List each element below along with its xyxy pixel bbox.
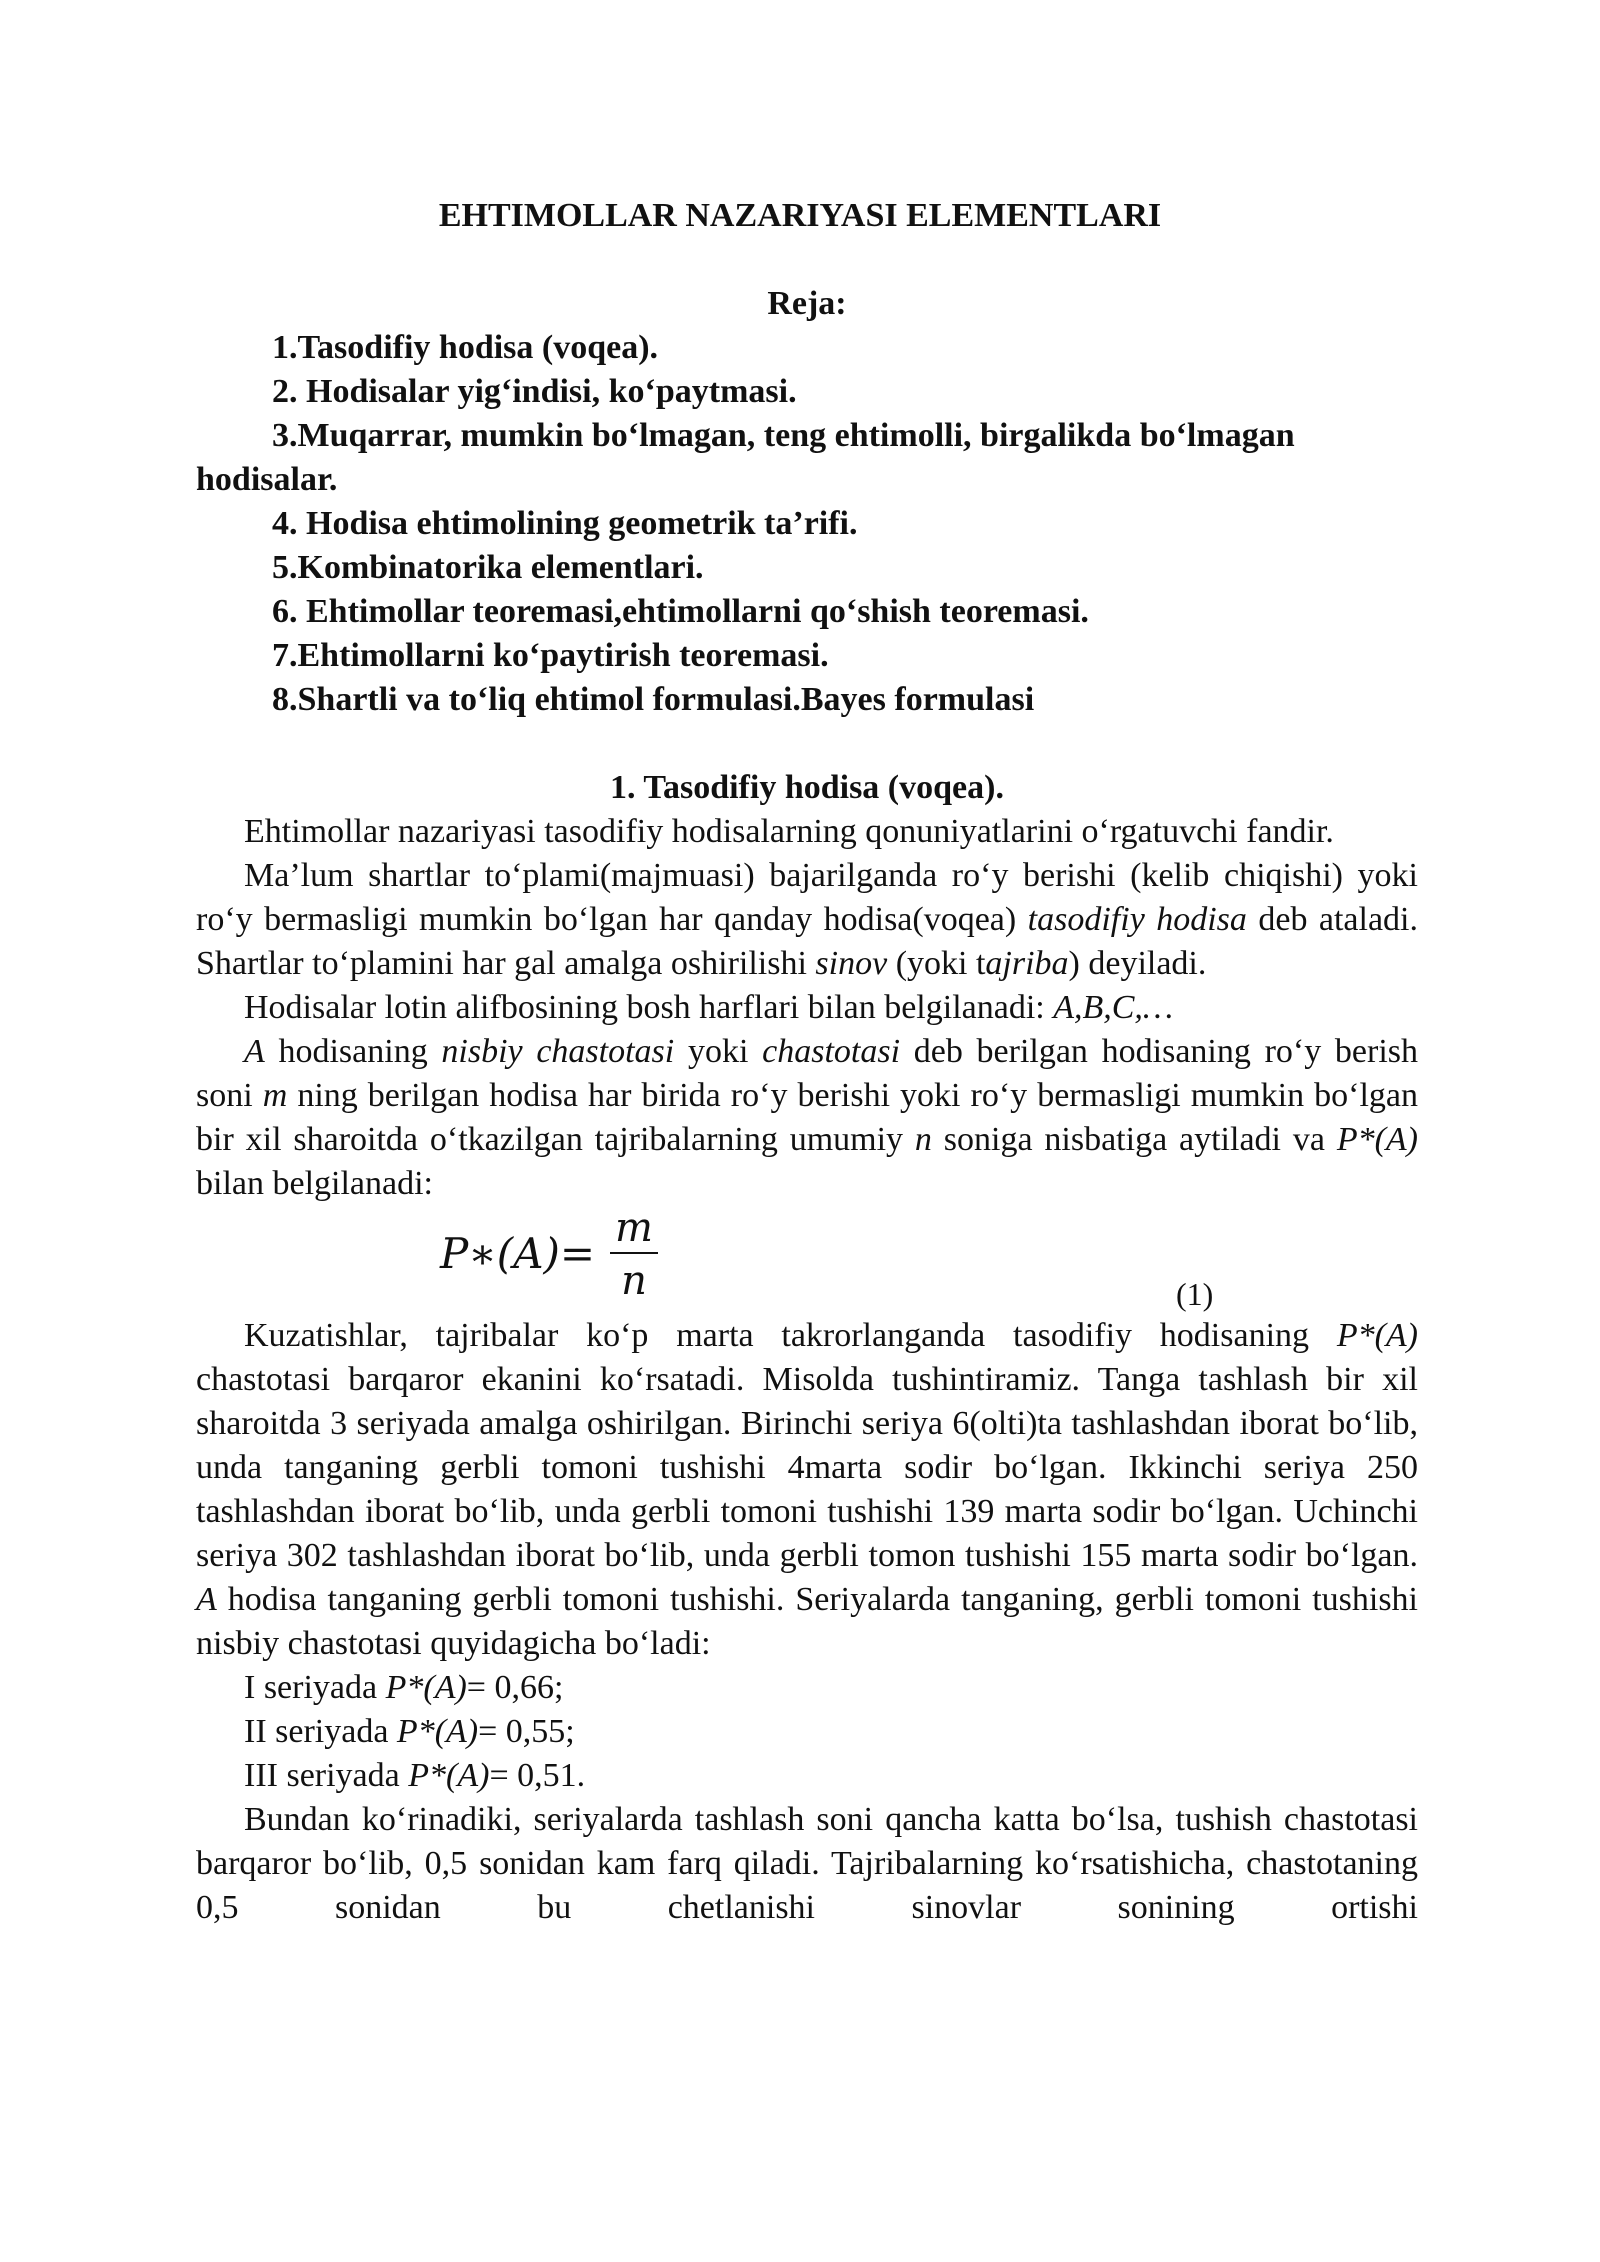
- term: nisbiy chastotasi: [441, 1033, 675, 1070]
- notation: P*(A): [1336, 1121, 1418, 1158]
- paragraph: Ma’lum shartlar to‘plami(majmuasi) bajarilganda ro‘y berishi (kelib chiqishi) yoki ro‘y bermasligi mumkin bo‘lgan har qanday hodisa(voqea) tasodifiy hodisa deb ataladi. Shartlar to‘plamini har gal amalga oshirilishi sinov (yoki tajriba) deyiladi.: [196, 857, 1418, 982]
- term: sinov: [815, 945, 888, 982]
- fraction: [610, 1206, 658, 1302]
- plan-item: 8.Shartli va to‘liq ehtimol formulasi.Bayes formulasi: [272, 681, 1035, 718]
- section-heading: 1. Tasodifiy hodisa (voqea).: [610, 769, 1004, 806]
- plan-list: [196, 326, 1418, 722]
- term: ajriba: [985, 945, 1069, 982]
- paragraph: Hodisalar lotin alifbosining bosh harflari bilan belgilanadi: A,B,C,…: [244, 989, 1174, 1026]
- fraction-bar: [610, 1252, 658, 1254]
- term: tasodifiy hodisa: [1027, 901, 1247, 938]
- paragraph: Bundan ko‘rinadiki, seriyalarda tashlash soni qancha katta bo‘lsa, tushish chastotasi barqaror bo‘lib, 0,5 sonidan kam farq qiladi. Tajribalarning ko‘rsatishicha, chastotaning 0,5 sonidan bu chetlanishi sinovlar sonining ortishi: [196, 1801, 1418, 1926]
- paragraph: A hodisaning nisbiy chastotasi yoki chastotasi deb berilgan hodisaning ro‘y berish soni m ning berilgan hodisa har birida ro‘y berishi yoki ro‘y bermasligi mumkin bo‘lgan bir xil sharoitda o‘tkazilgan tajribalarning umumiy n soniga nisbatiga aytiladi va P*(A) bilan belgilanadi:: [196, 1033, 1419, 1202]
- notation: P*(A): [1336, 1317, 1418, 1354]
- plan-item: 1.Tasodifiy hodisa (voqea).: [272, 329, 659, 366]
- equation-number: (1): [1176, 1276, 1214, 1312]
- plan-item: 6. Ehtimollar teoremasi,ehtimollarni qo‘shish teoremasi.: [272, 593, 1089, 630]
- numerator: m: [615, 1205, 653, 1251]
- content-column: [196, 282, 1418, 1930]
- plan-item: 7.Ehtimollarni ko‘paytirish teoremasi.: [272, 637, 829, 674]
- plan-item: 3.Muqarrar, mumkin bo‘lmagan, teng ehtimolli, birgalikda bo‘lmagan hodisalar.: [196, 417, 1295, 498]
- paragraph: Kuzatishlar, tajribalar ko‘p marta takrorlanganda tasodifiy hodisaning P*(A) chastotasi barqaror ekanini ko‘rsatadi. Misolda tushintiramiz. Tanga tashlash bir xil sharoitda 3 seriyada amalga oshirilgan. Birinchi seriya 6(olti)ta tashlashdan iborat bo‘lib, unda tanganing gerbli tomoni tushishi 4marta sodir bo‘lgan. Ikkinchi seriya 250 tashlashdan iborat bo‘lib, unda gerbli tomoni tushishi 139 marta sodir bo‘lgan. Uchinchi seriya 302 tashlashdan iborat bo‘lib, unda gerbli tomon tushishi 155 marta sodir bo‘lgan. A hodisa tanganing gerbli tomoni tushishi. Seriyalarda tanganing, gerbli tomoni tushishi nisbiy chastotasi quyidagicha bo‘ladi:: [196, 1317, 1418, 1662]
- plan-item: 4. Hodisa ehtimolining geometrik ta’rifi.: [272, 505, 858, 542]
- formula-lhs: P∗(A)=: [440, 1229, 596, 1278]
- series-result: III seriyada P*(A)= 0,51.: [244, 1757, 586, 1794]
- page-title: EHTIMOLLAR NAZARIYASI ELEMENTLARI: [438, 197, 1162, 234]
- series-result: II seriyada P*(A)= 0,55;: [244, 1713, 575, 1750]
- notation: A,B,C,…: [1053, 989, 1174, 1026]
- denominator: n: [621, 1258, 647, 1304]
- plan-item: 5.Kombinatorika elementlari.: [272, 549, 704, 586]
- term: chastotasi: [762, 1033, 901, 1070]
- formula: [196, 1206, 1418, 1314]
- plan-item: 2. Hodisalar yig‘indisi, ko‘paytmasi.: [272, 373, 797, 410]
- series-result: I seriyada P*(A)= 0,66;: [244, 1669, 564, 1706]
- plan-heading: Reja:: [767, 285, 847, 322]
- paragraph: Ehtimollar nazariyasi tasodifiy hodisalarning qonuniyatlarini o‘rgatuvchi fandir.: [244, 813, 1334, 850]
